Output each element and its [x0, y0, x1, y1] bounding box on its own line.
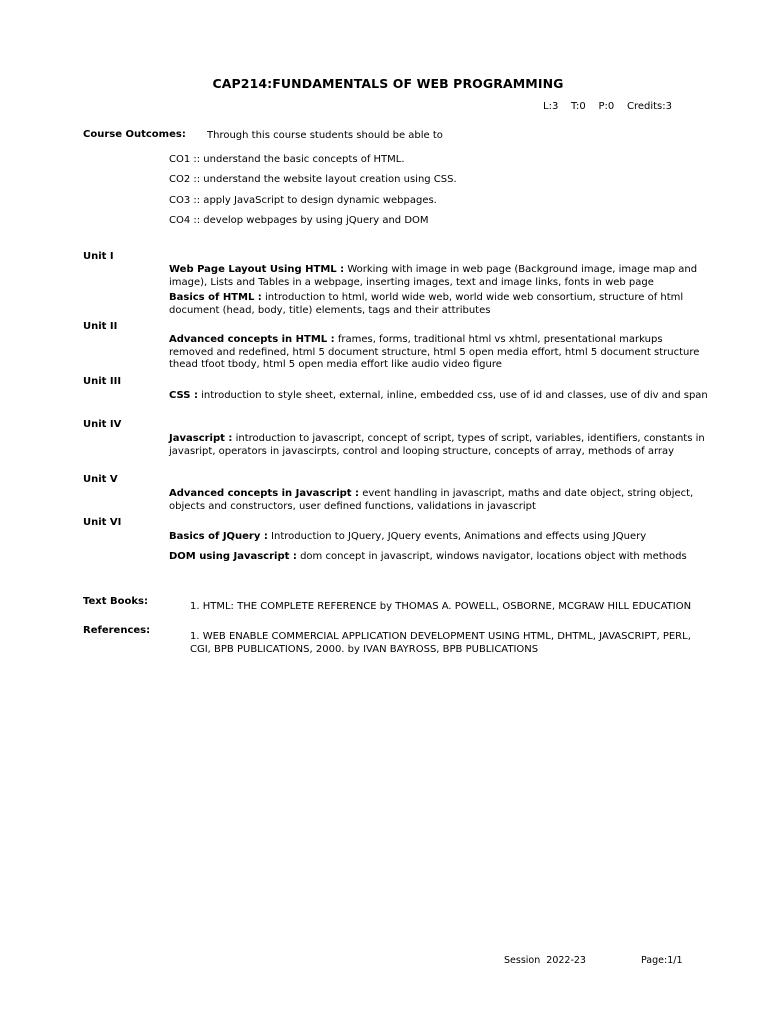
topic-text: dom concept in javascript, windows navigator, locations object with methods — [296, 551, 687, 562]
topic-text: introduction to html, world wide web, world wide web consortium, structure of html document (head, body, title) elements, tags and their attributes — [169, 292, 684, 316]
topic-heading: Javascript : — [169, 433, 233, 444]
topic-heading: DOM using Javascript : — [169, 551, 297, 562]
topic-heading: Advanced concepts in HTML : — [169, 334, 335, 345]
text-book-item: 1. HTML: THE COMPLETE REFERENCE by THOMAS A. POWELL, OSBORNE, MCGRAW HILL EDUCATION — [190, 601, 692, 612]
topic-text: event handling in javascript, maths and date object, string object, objects and constructors, user defined functions, validations in javascript — [169, 488, 694, 512]
footer-session: Session 2022-23 — [504, 955, 586, 966]
unit-topic — [169, 531, 709, 544]
topic-text: Introduction to JQuery, JQuery events, Animations and effects using JQuery — [267, 531, 647, 542]
unit-topic — [169, 551, 709, 564]
topic-text: Working with image in web page (Background image, image map and image), Lists and Tables in a webpage, inserting images, text and image links, fonts in web page — [169, 264, 698, 288]
unit-topic — [169, 334, 709, 372]
topic-heading: Basics of HTML : — [169, 292, 262, 303]
unit-topic — [169, 488, 709, 513]
reference-item: 1. WEB ENABLE COMMERCIAL APPLICATION DEVELOPMENT USING HTML, DHTML, JAVASCRIPT, PERL, CGI, BPB PUBLICATIONS, 2000. by IVAN BAYROSS, BPB PUBLICATIONS — [190, 631, 691, 655]
unit-label: Unit I — [83, 251, 114, 262]
unit-topic — [169, 292, 709, 317]
course-outcome-item: CO3 :: apply JavaScript to design dynamic webpages. — [169, 195, 437, 206]
course-outcome-item: CO4 :: develop webpages by using jQuery and DOM — [169, 215, 429, 226]
credits-line: L:3 T:0 P:0 Credits:3 — [543, 101, 672, 112]
topic-text: introduction to javascript, concept of script, types of script, variables, identifiers, constants in javasript, operators in javascirpts, control and looping structure, concepts of array, methods of array — [169, 433, 705, 457]
page-title: CAP214:FUNDAMENTALS OF WEB PROGRAMMING — [212, 76, 564, 91]
topic-heading: Advanced concepts in Javascript : — [169, 488, 360, 499]
course-outcome-item: CO2 :: understand the website layout creation using CSS. — [169, 174, 457, 185]
course-outcomes-intro: Through this course students should be able to — [207, 130, 443, 141]
unit-label: Unit IV — [83, 419, 122, 430]
unit-label: Unit III — [83, 376, 122, 387]
topic-text: frames, forms, traditional html vs xhtml, presentational markups removed and redefined, html 5 document structure, html 5 open media effort, html 5 document structure thead tfoot tbody, html 5 open media effort like audio video figure — [169, 334, 700, 370]
text-books-label: Text Books: — [83, 596, 148, 607]
unit-topic — [169, 264, 709, 289]
course-outcomes-label: Course Outcomes: — [83, 129, 186, 140]
unit-label: Unit VI — [83, 517, 122, 528]
unit-topic — [169, 433, 709, 458]
references-label: References: — [83, 625, 151, 636]
unit-label: Unit V — [83, 474, 118, 485]
course-outcome-item: CO1 :: understand the basic concepts of HTML. — [169, 154, 405, 165]
topic-heading: Basics of JQuery : — [169, 531, 268, 542]
footer-page: Page:1/1 — [641, 955, 683, 966]
unit-topic — [169, 390, 709, 403]
topic-heading: Web Page Layout Using HTML : — [169, 264, 345, 275]
topic-heading: CSS : — [169, 390, 198, 401]
unit-label: Unit II — [83, 321, 118, 332]
topic-text: introduction to style sheet, external, inline, embedded css, use of id and classes, use of div and span — [197, 390, 708, 401]
